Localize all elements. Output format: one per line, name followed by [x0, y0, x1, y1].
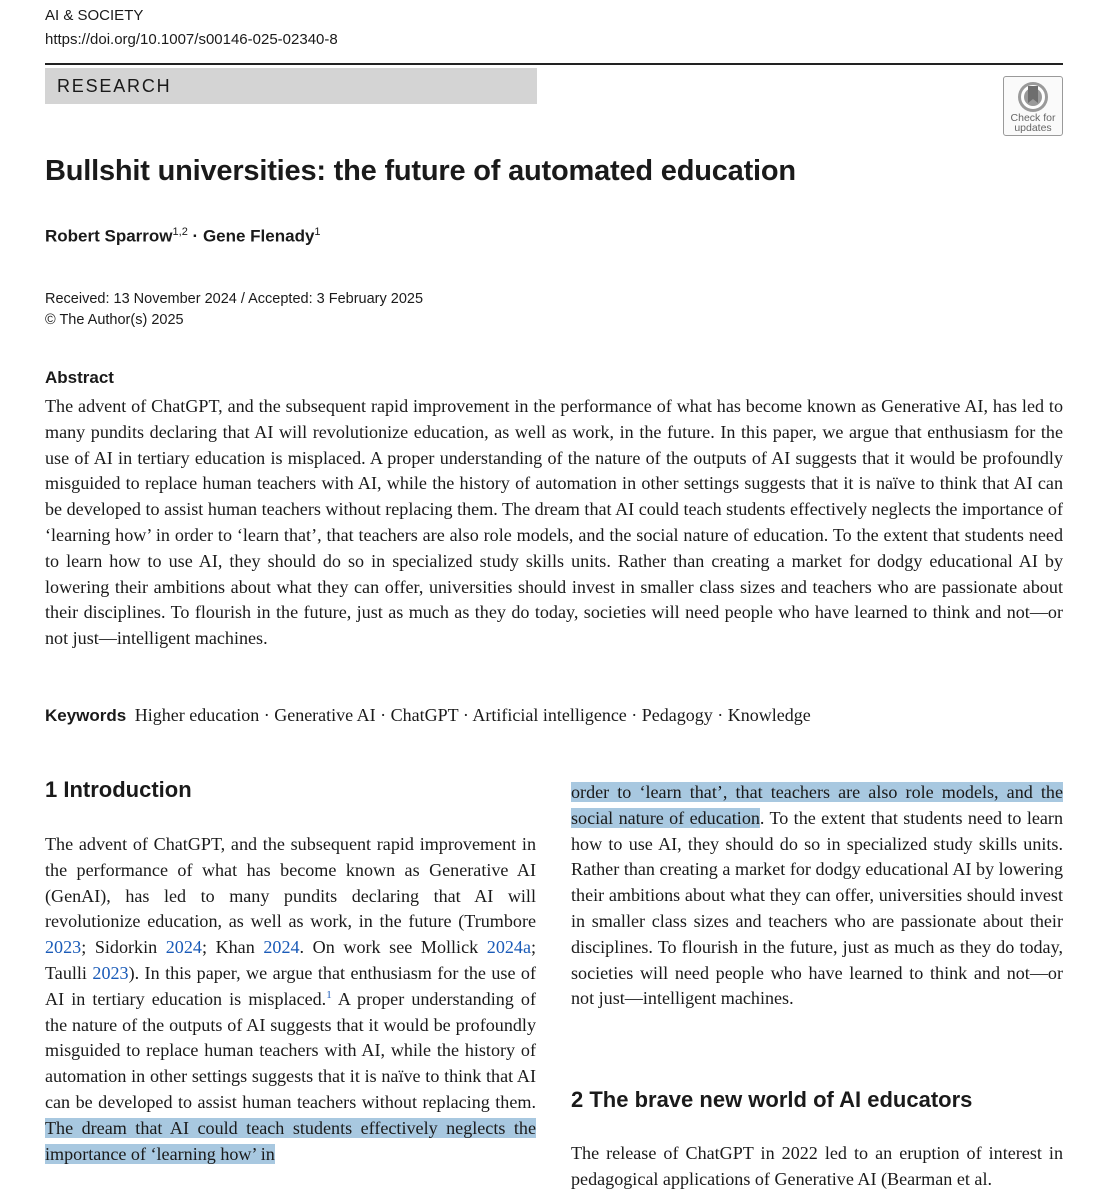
- journal-name: AI & SOCIETY: [45, 7, 144, 24]
- doi-link[interactable]: https://doi.org/10.1007/s00146-025-02340-8: [45, 31, 338, 48]
- keywords-label: Keywords: [45, 706, 127, 725]
- citation-link[interactable]: 2023: [92, 962, 129, 983]
- keyword-separator: ·: [458, 705, 473, 725]
- intro-paragraph-right: [571, 780, 1063, 1012]
- body-text: ; Sidorkin: [81, 937, 166, 958]
- author-list: [45, 226, 321, 247]
- received-accepted: Received: 13 November 2024 / Accepted: 3 February 2025: [45, 291, 424, 307]
- article-title: Bullshit universities: the future of automated education: [45, 155, 796, 187]
- copyright: © The Author(s) 2025: [45, 312, 184, 328]
- citation-link[interactable]: 2024a: [486, 937, 531, 958]
- header-rule: [45, 63, 1063, 65]
- publication-dates: [45, 289, 423, 331]
- author-separator: ·: [187, 226, 203, 246]
- keyword-separator: ·: [259, 705, 275, 725]
- citation-link[interactable]: 2023: [45, 937, 82, 958]
- keyword: Artificial intelligence: [472, 705, 627, 725]
- body-text: The advent of ChatGPT, and the subsequent rapid improvement in the performance of what has become known as Generative AI (GenAI), has led to many pundits declaring that AI will revolutionize education, as well as work, in the future (Trumbore: [45, 834, 536, 932]
- body-text: A proper understanding of the nature of the outputs of AI suggests that it would be profoundly misguided to replace human teachers with AI, while the history of automation in other settings suggests that it is naïve to think that AI can be developed to assist human teachers without replacing them.: [45, 988, 537, 1112]
- keywords: [45, 703, 811, 728]
- update-bookmark-icon: [1017, 81, 1049, 113]
- author-name[interactable]: Gene Flenady: [202, 226, 315, 246]
- badge-label-line2: updates: [1014, 122, 1052, 134]
- section2-paragraph: The release of ChatGPT in 2022 led to an eruption of interest in pedagogical applications of Generative AI (Bearman et al.: [571, 1143, 1063, 1189]
- footnote-marker[interactable]: 1: [326, 988, 332, 1001]
- keyword: Pedagogy: [641, 705, 713, 725]
- keyword-separator: ·: [712, 705, 728, 725]
- keyword: Knowledge: [727, 705, 811, 725]
- keyword: Higher education: [134, 705, 260, 725]
- author-name[interactable]: Robert Sparrow: [45, 226, 173, 246]
- body-text: ; Khan: [201, 937, 264, 958]
- check-for-updates-badge[interactable]: [1003, 76, 1063, 136]
- keyword-separator: ·: [375, 705, 391, 725]
- highlighted-text[interactable]: order to ‘learn that’, that teachers are also role models, and the social nature of education: [571, 782, 1063, 828]
- intro-paragraph-left: [45, 832, 536, 1167]
- highlighted-text[interactable]: The dream that AI could teach students effectively neglects the importance of ‘learning how’ in: [45, 1117, 536, 1164]
- author-affiliation: 1: [314, 226, 321, 238]
- citation-link[interactable]: 2024: [165, 937, 202, 958]
- section-heading-introduction: 1 Introduction: [45, 777, 192, 802]
- keyword-separator: ·: [626, 705, 642, 725]
- keyword: Generative AI: [274, 705, 376, 725]
- body-text: . To the extent that students need to learn how to use AI, they should do so in specialized study skills units. Rather than creating a market for dodgy educational AI by lowering their ambitions about what they can offer, universities should invest in smaller class sizes and teachers who are passionate about their disciplines. To flourish in the future, just as much as they do today, societies will need people who have learned to think and not—or not just—intelligent machines.: [571, 807, 1064, 1009]
- citation-link[interactable]: 2024: [263, 937, 300, 958]
- abstract-text: The advent of ChatGPT, and the subsequent rapid improvement in the performance of what has become known as Generative AI, has led to many pundits declaring that AI will revolutionize education, as well as work, in the future. In this paper, we argue that enthusiasm for the use of AI in tertiary education is misplaced. A proper understanding of the nature of the outputs of AI suggests that it would be profoundly misguided to replace human teachers with AI, while the history of automation in other settings suggests that it is naïve to think that AI can be developed to assist human teachers without replacing them. The dream that AI could teach students effectively neglects the importance of ‘learning how’ in order to ‘learn that’, that teachers are also role models, and the social nature of education. To the extent that students need to learn how to use AI, they should do so in specialized study skills units. Rather than creating a market for dodgy educational AI by lowering their ambitions about what they can offer, universities should invest in smaller class sizes and teachers who are passionate about their disciplines. To flourish in the future, just as much as they do today, societies will need people who have learned to think and not—or not just—intelligent machines.: [45, 396, 1063, 649]
- section-heading-ai-educators: 2 The brave new world of AI educators: [571, 1087, 973, 1112]
- body-text: ). In this paper, we argue that enthusiasm for the use of AI in tertiary education is misplaced.: [45, 962, 536, 1009]
- badge-label-line1: Check for: [1010, 112, 1056, 124]
- keyword: ChatGPT: [390, 705, 459, 725]
- body-text: . On work see Mollick: [299, 937, 487, 958]
- section-label: RESEARCH: [45, 68, 537, 104]
- abstract-heading: Abstract: [45, 368, 114, 387]
- body-text: ; Taulli: [45, 937, 537, 983]
- author-affiliation: 1,2: [172, 226, 188, 238]
